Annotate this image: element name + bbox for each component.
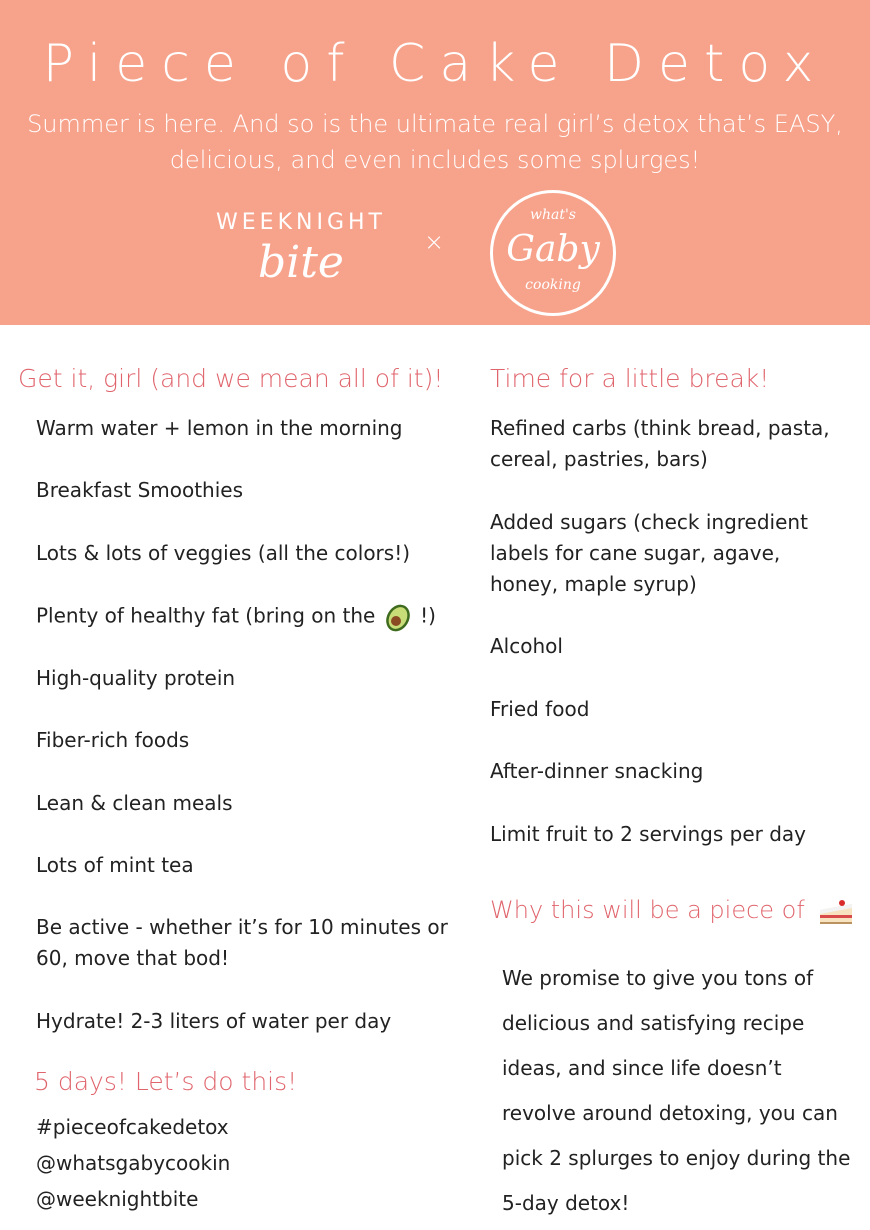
avocado-icon xyxy=(382,600,414,634)
list-item: Lots & lots of veggies (all the colors!) xyxy=(36,541,411,565)
why-paragraph: We promise to give you tons of delicious and satisfying recipe ideas, and since life doesn’t revolve around detoxing, you can pick 2 splurges to enjoy during the 5-day detox! xyxy=(502,966,851,1215)
list-item: After-dinner snacking xyxy=(490,759,704,783)
list-item: Lean & clean meals xyxy=(36,791,233,815)
whats-gaby-cooking-logo xyxy=(490,190,616,316)
why-heading xyxy=(490,896,854,926)
list-item: Hydrate! 2-3 liters of water per day xyxy=(36,1009,392,1033)
days-heading: 5 days! Let’s do this! xyxy=(34,1067,298,1096)
list-item: Fiber-rich foods xyxy=(36,728,190,752)
gaby-logo-bottom: cooking xyxy=(525,277,581,293)
weeknight-logo-text: WEEKNIGHT xyxy=(216,210,386,235)
gaby-logo-top: what's xyxy=(529,207,576,223)
cake-slice-icon xyxy=(818,896,854,926)
page-subtitle: Summer is here. And so is the ultimate real girl’s detox that’s EASY, delicious, and even includes some splurges! xyxy=(27,110,843,174)
list-item: Limit fruit to 2 servings per day xyxy=(490,822,807,846)
list-item: Breakfast Smoothies xyxy=(36,478,244,502)
left-heading: Get it, girl (and we mean all of it)! xyxy=(18,364,444,393)
list-item-text: Plenty of healthy fat (bring on the xyxy=(36,603,376,628)
page-title: Piece of Cake Detox xyxy=(42,34,828,94)
social-handle: @whatsgabycookin xyxy=(36,1151,231,1175)
social-handle: @weeknightbite xyxy=(36,1187,199,1211)
bite-logo-text: bite xyxy=(258,237,344,288)
list-item: High-quality protein xyxy=(36,666,236,690)
list-item: Lots of mint tea xyxy=(36,853,194,877)
why-heading-text: Why this will be a piece of xyxy=(490,896,805,924)
list-item-avocado xyxy=(36,600,466,634)
list-item: Added sugars (check ingredient labels for cane sugar, agave, honey, maple syrup) xyxy=(490,510,808,596)
avocado-suffix: !) xyxy=(420,603,436,628)
header-banner xyxy=(0,0,870,325)
weeknight-bite-logo xyxy=(196,208,406,288)
list-item: Fried food xyxy=(490,697,590,721)
gaby-logo-main: Gaby xyxy=(506,229,600,270)
list-item: Alcohol xyxy=(490,634,563,658)
list-item: Be active - whether it’s for 10 minutes or 60, move that bod! xyxy=(36,915,448,970)
list-item: Warm water + lemon in the morning xyxy=(36,416,403,440)
list-item: Refined carbs (think bread, pasta, cereal, pastries, bars) xyxy=(490,416,830,471)
logo-separator: × xyxy=(424,228,445,256)
right-heading: Time for a little break! xyxy=(490,364,770,393)
hashtag-text: #pieceofcakedetox xyxy=(36,1115,229,1139)
